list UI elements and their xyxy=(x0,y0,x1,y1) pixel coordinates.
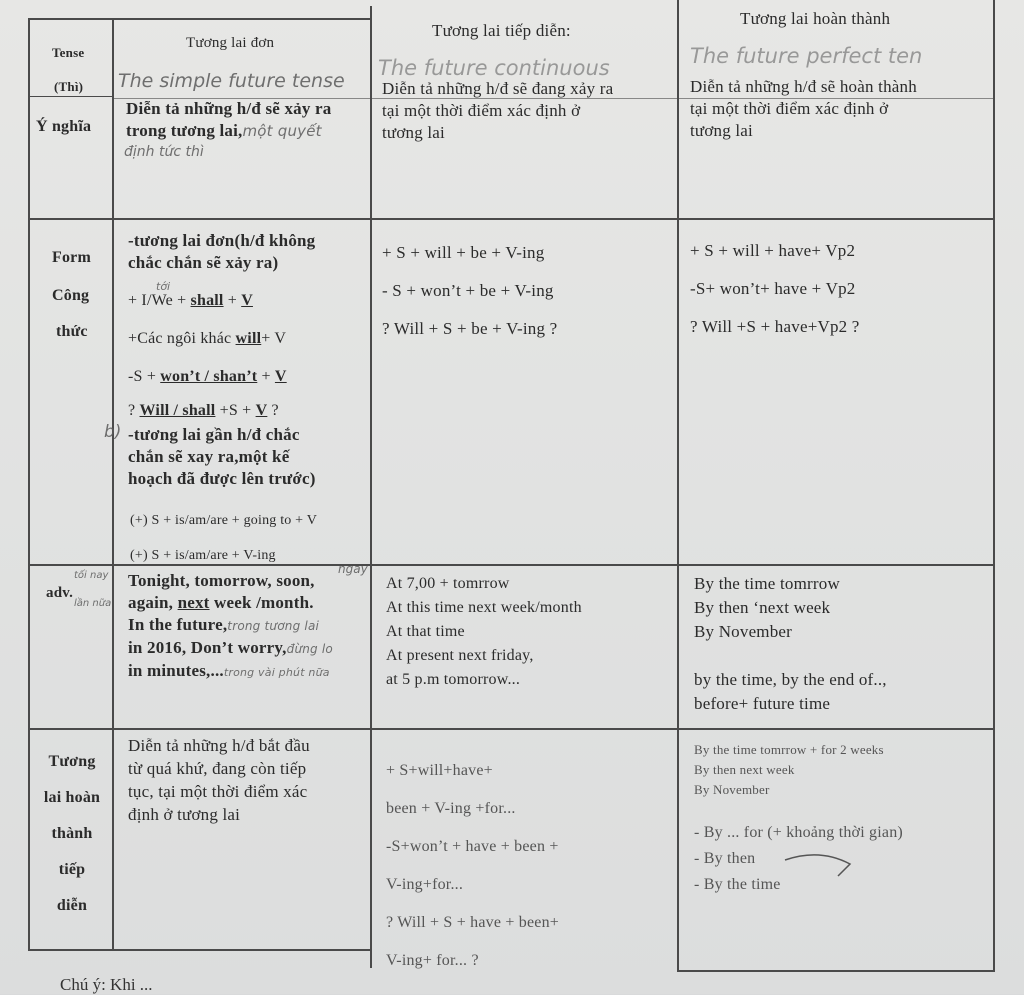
form-going-to: (+) S + is/am/are + going to + V xyxy=(130,513,318,528)
row-label-perfect-continuous-5: diễn xyxy=(56,897,88,914)
form-simple-future-intro-line-2: chắc chắn sẽ xảy ra) xyxy=(128,253,279,272)
col-divider-2 xyxy=(370,6,372,968)
form-near-future-line-1: -tương lai gần h/đ chắc xyxy=(128,425,300,444)
form-future-continuous xyxy=(382,234,557,348)
meaning-future-perfect-line-2: tại một thời điểm xác định ở xyxy=(690,99,889,118)
perfect-continuous-meaning-line-3: tục, tại một thời điểm xác xyxy=(128,782,308,801)
meaning-future-continuous-line-1: Diễn tả những h/đ sẽ đang xảy ra xyxy=(382,79,614,98)
adv-future-continuous-line-5: at 5 p.m tomorrow... xyxy=(386,671,521,688)
adv-future-perfect-line-5: before+ future time xyxy=(694,694,831,713)
form-future-continuous-positive: + S + will + be + V-ing xyxy=(382,243,545,262)
perfect-continuous-adv-top xyxy=(694,740,884,800)
adv-future-perfect-line-2: By then ‘next week xyxy=(694,598,831,617)
form-will-line xyxy=(128,328,286,350)
row-label-perfect-continuous xyxy=(36,744,108,924)
col-divider-3 xyxy=(677,0,679,972)
perfect-continuous-adv-line-2: By then next week xyxy=(694,762,795,777)
adv-2016-text: in 2016, Don’t worry, xyxy=(128,638,287,657)
form-will-word: will xyxy=(235,330,262,347)
form-near-future-line-2: chắn sẽ xay ra,một kế xyxy=(128,447,290,466)
adv-simple-future-line-1: Tonight, tomorrow, soon, xyxy=(128,571,315,590)
perfect-continuous-meaning-line-4: định ở tương lai xyxy=(128,805,241,824)
adv-future-perfect-line-4: by the time, by the end of.., xyxy=(694,670,887,689)
meaning-simple-future-line-1: Diễn tả những h/đ sẽ xảy ra xyxy=(126,99,332,118)
perfect-continuous-form-line-2: been + V-ing +for... xyxy=(386,800,516,817)
form-negative-words: won’t / shan’t xyxy=(160,368,258,385)
meaning-future-perfect xyxy=(690,76,917,142)
form-shall-prefix: + I/We + xyxy=(128,292,191,309)
form-future-perfect xyxy=(690,232,860,346)
form-will-suffix: + V xyxy=(261,330,287,347)
adv-future-continuous xyxy=(386,572,582,692)
perfect-continuous-adv-bottom-3: - By the time xyxy=(694,876,781,893)
handwritten-adv-dontworry: đừng lo xyxy=(286,642,333,656)
thi-label: (Thì) xyxy=(54,79,84,94)
row-divider-header xyxy=(28,96,112,97)
handwritten-arrow-icon xyxy=(780,842,860,882)
meaning-future-continuous-line-3: tương lai xyxy=(382,123,445,142)
table-border-top xyxy=(28,18,372,20)
form-simple-future-intro-line-1: -tương lai đơn(h/đ không xyxy=(128,231,316,250)
perfect-continuous-form-line-3: -S+won’t + have + been + xyxy=(386,838,559,855)
meaning-future-perfect-line-1: Diễn tả những h/đ sẽ hoàn thành xyxy=(690,77,917,96)
form-future-perfect-question: ? Will +S + have+Vp2 ? xyxy=(690,317,860,336)
perfect-continuous-adv-bottom-1: - By ... for (+ khoảng thời gian) xyxy=(694,824,903,841)
row-label-perfect-continuous-4: tiếp xyxy=(58,861,86,878)
form-negative-verb: V xyxy=(274,368,287,385)
form-shall-word: shall xyxy=(190,292,224,309)
meaning-future-perfect-line-3: tương lai xyxy=(690,121,753,140)
adv-simple-future-line-2 xyxy=(128,592,333,614)
form-question-prefix: ? xyxy=(128,402,140,419)
handwritten-col1-title: The simple future tense xyxy=(118,70,345,92)
table-border-bottom-right xyxy=(677,970,993,972)
adv-simple-future-line-3 xyxy=(128,614,333,637)
perfect-continuous-form-line-4: V-ing+for... xyxy=(386,876,464,893)
form-near-future-intro xyxy=(128,424,316,490)
row-divider-adv xyxy=(28,728,993,730)
row-divider-meaning xyxy=(28,218,993,220)
form-question-mid: +S + xyxy=(215,402,256,419)
handwritten-col2-title: The future continuous xyxy=(378,56,610,80)
col-header-simple-future: Tương lai đơn xyxy=(186,35,275,51)
row-label-thuc: thức xyxy=(56,323,88,340)
form-simple-future-intro xyxy=(128,230,315,274)
form-negative-prefix: -S + xyxy=(128,368,161,385)
row-label-cong: Công xyxy=(52,287,90,304)
form-future-continuous-question: ? Will + S + be + V-ing ? xyxy=(382,319,558,338)
adv-future-continuous-line-1: At 7,00 + tomrrow xyxy=(386,575,510,592)
form-near-future-line-3: hoạch đã được lên trước) xyxy=(128,469,316,488)
form-future-continuous-negative: - S + won’t + be + V-ing xyxy=(382,281,554,300)
footer-note: Chú ý: Khi ... xyxy=(60,975,153,994)
adv-future-perfect-line-3: By November xyxy=(694,622,793,641)
handwritten-meaning-note: một quyết xyxy=(242,122,322,140)
handwritten-col3-title: The future perfect ten xyxy=(690,44,923,68)
row-label-perfect-continuous-3: thành xyxy=(51,825,93,842)
meaning-future-continuous-line-2: tại một thời điểm xác định ở xyxy=(382,101,581,120)
handwritten-b-marker: b) xyxy=(104,422,122,442)
adv-minutes-text: in minutes,... xyxy=(128,661,224,680)
col-header-future-perfect: Tương lai hoàn thành xyxy=(740,9,891,28)
perfect-continuous-meaning xyxy=(128,734,310,826)
form-shall-verb: V xyxy=(241,292,253,309)
form-will-prefix: +Các ngôi khác xyxy=(128,330,236,347)
perfect-continuous-meaning-line-2: từ quá khứ, đang còn tiếp xyxy=(128,759,307,778)
adv-next-word: next xyxy=(177,593,210,612)
perfect-continuous-meaning-line-1: Diễn tả những h/đ bắt đầu xyxy=(128,736,310,755)
perfect-continuous-adv-line-3: By November xyxy=(694,782,770,797)
adv-future-perfect xyxy=(694,572,887,716)
meaning-simple-future-line-2-text: trong tương lai, xyxy=(126,121,243,140)
adv-again-suffix: week /month. xyxy=(209,593,314,612)
meaning-future-continuous xyxy=(382,78,613,144)
row-label-form: Form xyxy=(52,249,92,266)
adv-again-prefix: again, xyxy=(128,593,178,612)
handwritten-adv-minutes: trong vài phút nữa xyxy=(223,666,330,679)
form-shall-mid: + xyxy=(223,292,242,309)
handwritten-adv-left-2: lần nữa xyxy=(74,598,112,609)
col-header-future-continuous: Tương lai tiếp diễn: xyxy=(432,21,571,40)
adv-future-text: In the future, xyxy=(128,615,228,634)
perfect-continuous-form-line-5: ? Will + S + have + been+ xyxy=(386,914,560,931)
form-question-verb: V xyxy=(255,402,268,419)
row-label-perfect-continuous-2: lai hoàn xyxy=(43,789,101,806)
adv-simple-future-line-5 xyxy=(128,660,333,684)
adv-simple-future xyxy=(128,570,333,684)
form-shall-line xyxy=(128,290,253,312)
meaning-simple-future-line-2 xyxy=(126,120,331,142)
handwritten-adv-left-1: tối nay xyxy=(74,570,109,581)
perfect-continuous-adv-bottom-2: - By then xyxy=(694,850,756,867)
perfect-continuous-form xyxy=(386,752,559,980)
adv-simple-future-line-4 xyxy=(128,637,333,660)
form-present-continuous: (+) S + is/am/are + V-ing xyxy=(130,548,276,563)
handwritten-shall-note: tới xyxy=(156,280,171,293)
perfect-continuous-form-line-6: V-ing+ for... ? xyxy=(386,952,479,969)
adv-future-continuous-line-4: At present next friday, xyxy=(386,647,534,664)
handwritten-meaning-note-2: định tức thì xyxy=(124,144,204,160)
row-label-perfect-continuous-1: Tương xyxy=(48,753,96,770)
handwritten-adv-ngay: ngay xyxy=(338,562,368,576)
row-label-adv: adv. xyxy=(46,585,74,601)
form-future-perfect-positive: + S + will + have+ Vp2 xyxy=(690,241,856,260)
adv-future-continuous-line-2: At this time next week/month xyxy=(386,599,582,616)
form-question-line xyxy=(128,400,279,422)
form-negative-line xyxy=(128,366,287,388)
col-divider-1 xyxy=(112,18,114,950)
perfect-continuous-form-line-1: + S+will+have+ xyxy=(386,762,493,779)
handwritten-adv-future: trong tương lai xyxy=(227,619,320,633)
table-border-bottom xyxy=(28,949,372,951)
meaning-simple-future xyxy=(126,98,331,142)
row-label-meaning: Ý nghĩa xyxy=(36,118,92,135)
table-border-right xyxy=(993,0,995,972)
adv-future-continuous-line-3: At that time xyxy=(386,623,465,640)
adv-future-perfect-line-1: By the time tomrrow xyxy=(694,574,840,593)
perfect-continuous-adv-line-1: By the time tomrrow + for 2 weeks xyxy=(694,742,884,757)
form-future-perfect-negative: -S+ won’t+ have + Vp2 xyxy=(690,279,856,298)
form-question-words: Will / shall xyxy=(139,402,216,419)
form-question-suffix: ? xyxy=(267,402,279,419)
tense-label: Tense xyxy=(52,45,85,60)
table-border-left xyxy=(28,18,30,950)
form-negative-mid: + xyxy=(257,368,275,385)
